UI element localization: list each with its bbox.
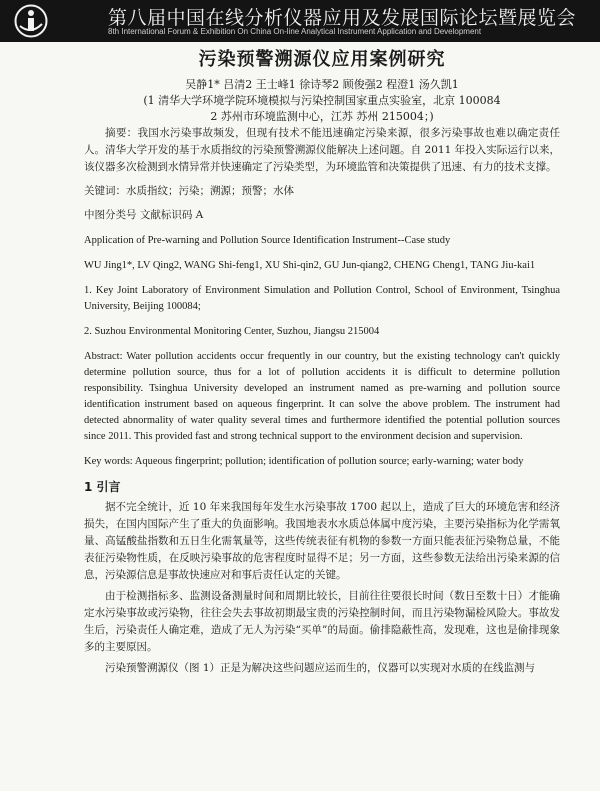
paper-title: 污染预警溯源仪应用案例研究: [198, 49, 446, 70]
classification-line: 中图分类号 文献标识码 A: [84, 209, 204, 221]
affiliation-cn-2: 2 苏州市环境监测中心，江苏 苏州 215004；): [210, 110, 434, 123]
authors-cn: 吴静1* 吕清2 王士峰1 徐诗琴2 顾俊强2 程澄1 汤久凯1: [185, 78, 459, 91]
affiliation-en-1: 1. Key Joint Laboratory of Environment Simulation and Pollution Control, School of Environment, Tsinghua University, Beijing 100084;: [84, 285, 560, 312]
affiliation-en-2: 2. Suzhou Environmental Monitoring Center, Suzhou, Jiangsu 215004: [84, 326, 380, 337]
conference-banner: [0, 0, 600, 42]
title-en: Application of Pre-warning and Pollution Source Identification Instrument--Case study: [84, 235, 451, 246]
keywords-cn: 关键词：水质指纹；污染；溯源；预警；水体: [84, 185, 294, 197]
abstract-en: Abstract: Water pollution accidents occur frequently in our country, but the existing technology can't quickly determine pollution source, thus for a lot of pollution accidents it is difficult to determine pollution responsibility. Tsinghua University developed an instrument named as pre-warning and pollution source identification instrument based on aqueous fingerprint. It can solve the above problem. The instrument had detected abnormality of water quality several times and furthermore identified the potential pollution sources since 2011. This provided fast and strong technical support to the environment decision and supervision.: [84, 351, 560, 442]
affiliation-cn-1: (1 清华大学环境学院环境模拟与污染控制国家重点实验室，北京 100084: [143, 94, 501, 107]
banner-title: 第八届中国在线分析仪器应用及发展国际论坛暨展览会: [108, 7, 577, 29]
banner-subtitle: 8th International Forum & Exhibition On China On-line Analytical Instrument Application and Development: [108, 27, 482, 36]
intro-paragraph-2: 由于检测指标多、监测设备测量时间和周期比较长，目前往往要很长时间（数日至数十日）才能确定水污染事故或污染物，往往会失去事故初期最宝贵的污染控制时间，而且污染物漏检风险大。事故发生后，污染责任人确定难，造成了无人为污染“买单”的局面。偷排隐蔽性高，发现难，这也是偷排现象多的主要原因。: [84, 590, 560, 653]
keywords-en: Key words: Aqueous fingerprint; pollution; identification of pollution source; early-warning; water body: [84, 456, 524, 467]
paper-body: [84, 45, 560, 677]
section-heading-intro: 1 引言: [84, 480, 121, 494]
authors-en: WU Jing1*, LV Qing2, WANG Shi-feng1, XU Shi-qin2, GU Jun-qiang2, CHENG Cheng1, TANG Jiu-kai1: [84, 260, 536, 271]
intro-paragraph-1: 据不完全统计，近 10 年来我国每年发生水污染事故 1700 起以上，造成了巨大的环境危害和经济损失，在国内国际产生了重大的负面影响。我国地表水水质总体属中度污染，主要污染指标为化学需氧量、高锰酸盐指数和五日生化需氧量等，这些传统表征有机物的参数一方面只能表征污染物总量，不能表征污染物性质，在反映污染事故的危害程度时显得不足；另一方面，这些参数无法给出污染来源的信息，污染源信息是事故快速应对和事后责任认定的关键。: [84, 501, 560, 581]
conference-logo-icon: [14, 4, 48, 38]
intro-paragraph-3: 污染预警溯源仪（图 1）正是为解决这些问题应运而生的，仪器可以实现对水质的在线监测与: [105, 662, 536, 674]
abstract-cn: 摘要：我国水污染事故频发，但现有技术不能迅速确定污染来源，很多污染事故也难以确定责任人。清华大学开发的基于水质指纹的污染预警溯源仪能解决上述问题。自 2011 年投入实际运行以来，该仪器多次检测到水情异常并快速确定了污染类型，为环境监管和决策提供了迅速、有力的技术支撑。: [84, 127, 560, 173]
